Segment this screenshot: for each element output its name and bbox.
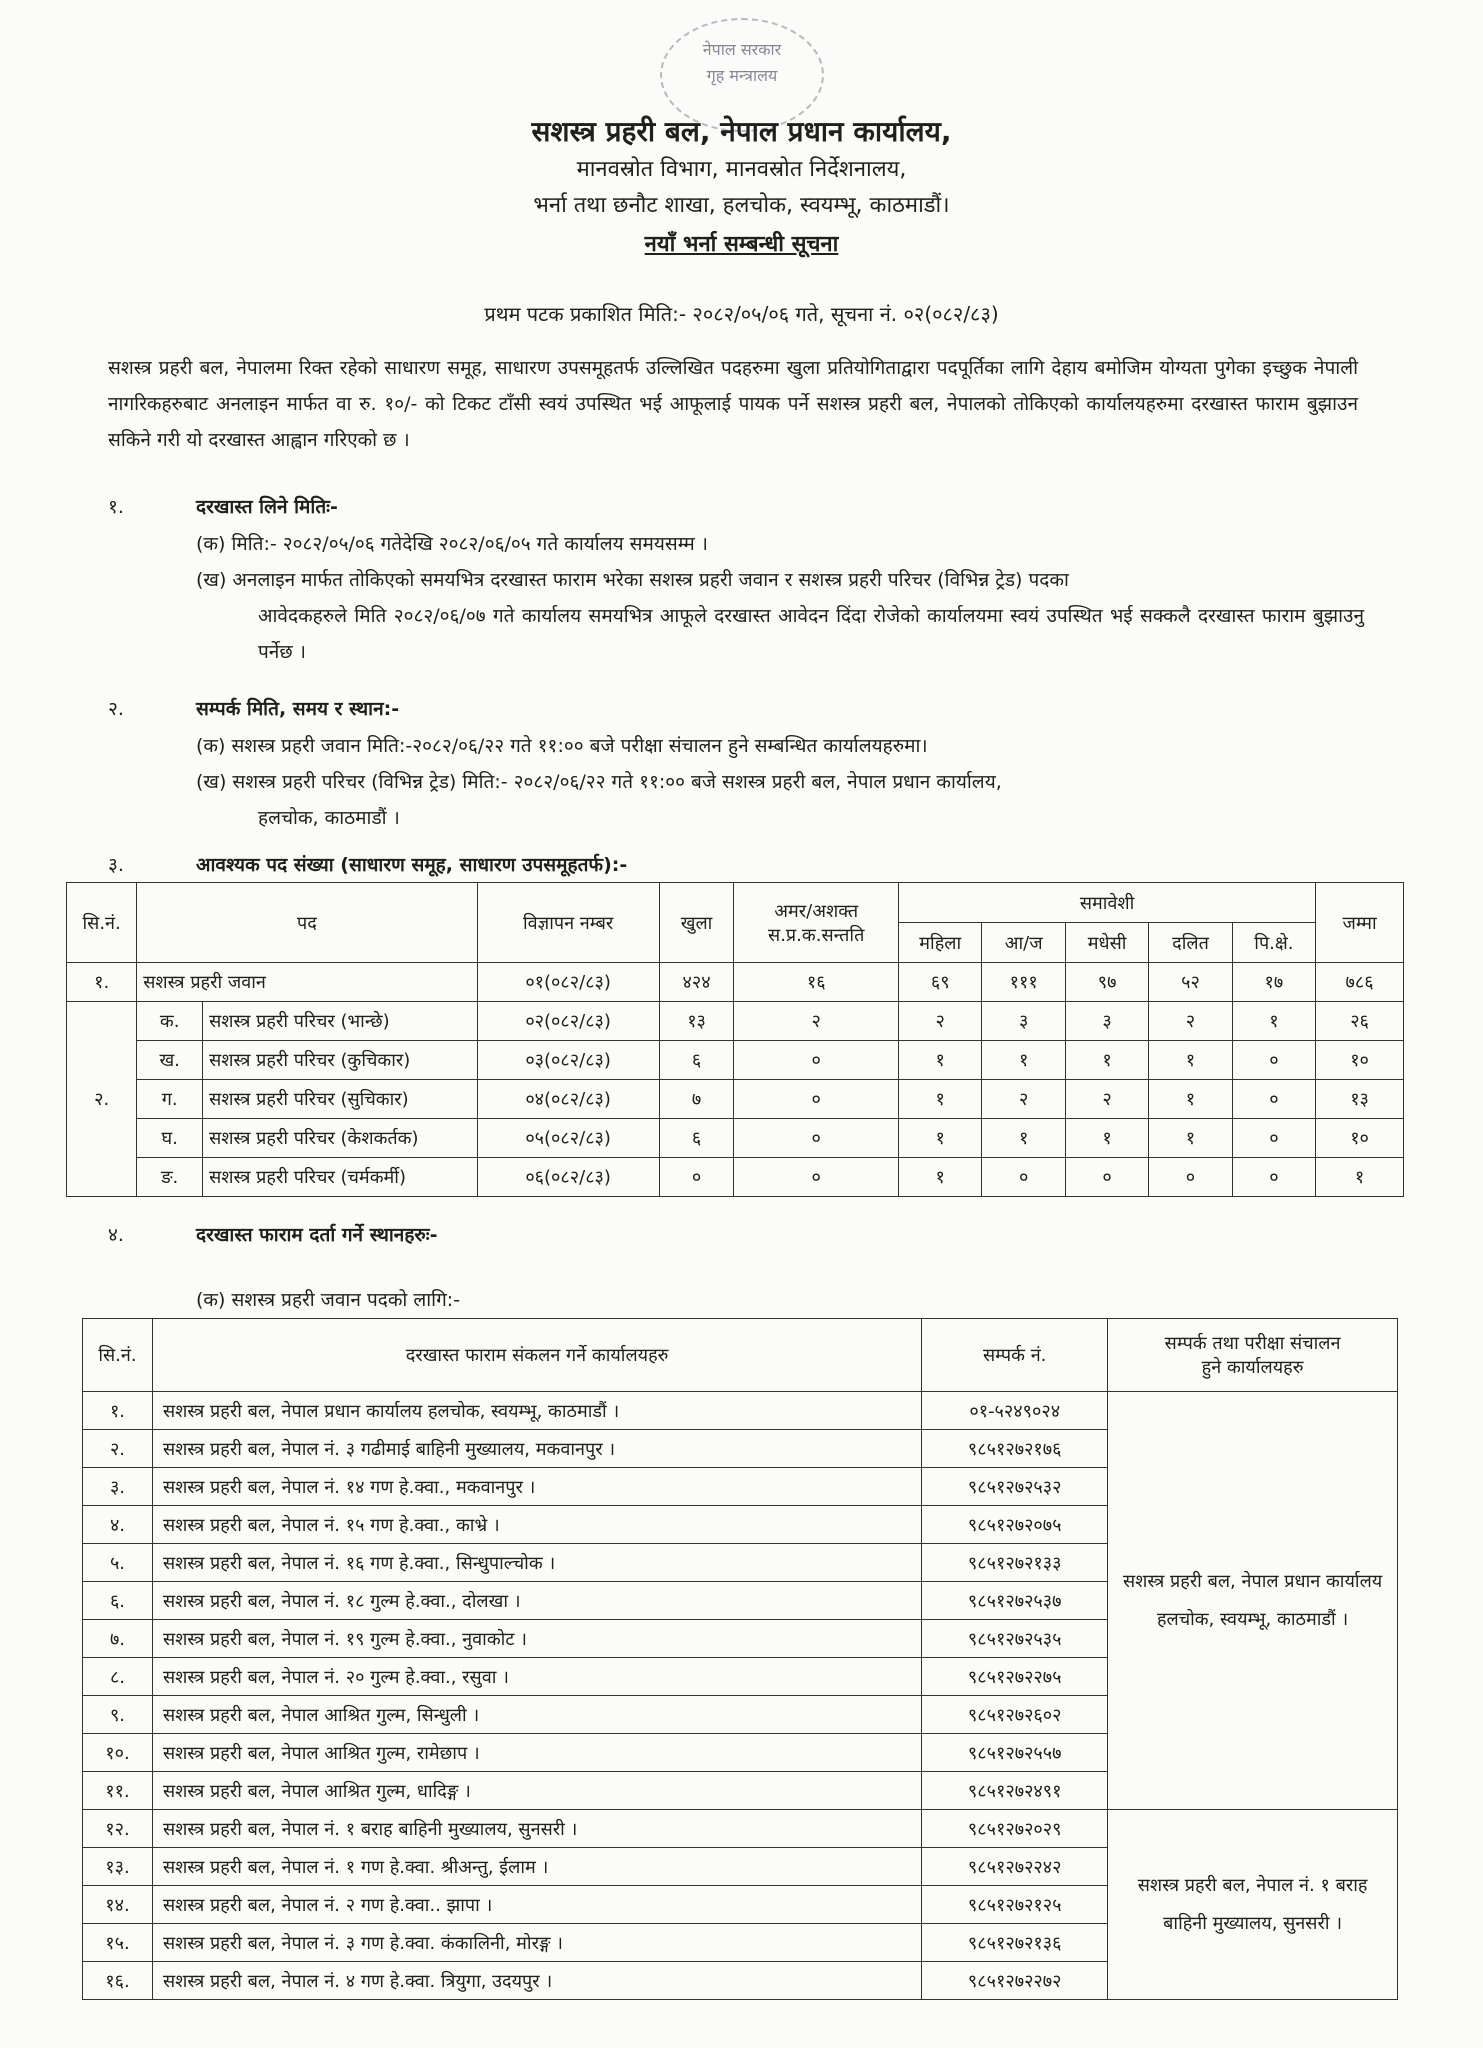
cell-madhesi: १ — [1065, 1041, 1148, 1080]
table-row — [83, 1810, 1398, 1848]
cell-open: ७ — [659, 1080, 734, 1119]
cell-dalit: १ — [1149, 1080, 1232, 1119]
header-sn: सि.नं. — [67, 883, 137, 963]
cell-women: ६९ — [899, 963, 982, 1002]
cell-aaja: १ — [982, 1041, 1065, 1080]
cell-pk: ० — [1232, 1080, 1315, 1119]
section-number: १. — [108, 496, 124, 518]
cell-sn: ३. — [83, 1468, 153, 1506]
cell-sn: २. — [83, 1430, 153, 1468]
intro-paragraph: सशस्त्र प्रहरी बल, नेपालमा रिक्त रहेको साधारण समूह, साधारण उपसमूहतर्फ उल्लिखित पदहरुमा खुला प्रतियोगिताद्वारा पदपूर्तिका लागि देहाय बमोजिम योग्यता पुगेका इच्छुक नेपाली नागरिकहरुबाट अनलाइन मार्फत वा रु. १०/- को टिकट टाँसी स्वयं उपस्थित भई आफूलाई पायक पर्ने सशस्त्र प्रहरी बल, नेपालको तोकिएको कार्यालयहरुमा दरखास्त फाराम बुझाउन सकिने गरी यो दरखास्त आह्वान गरिएको छ । — [108, 357, 1358, 451]
cell-madhesi: ९७ — [1065, 963, 1148, 1002]
cell-sn: १. — [67, 963, 137, 1002]
cell-office: सशस्त्र प्रहरी बल, नेपाल आश्रित गुल्म, रामेछाप । — [152, 1734, 921, 1772]
cell-ad: ०१(०८२/८३) — [477, 963, 659, 1002]
cell-sub-letter: घ. — [137, 1119, 203, 1158]
cell-post: सशस्त्र प्रहरी जवान — [137, 963, 477, 1002]
cell-office: सशस्त्र प्रहरी बल, नेपाल नं. ४ गण हे.क्वा. त्रियुगा, उदयपुर । — [152, 1962, 921, 2000]
table-row — [83, 1392, 1398, 1430]
cell-contact: ०१-५२४९०२४ — [922, 1392, 1108, 1430]
cell-sub-letter: ग. — [137, 1080, 203, 1119]
header-amar: अमर/अशक्त स.प्र.क.सन्तति — [734, 883, 899, 963]
cell-total: ७८६ — [1316, 963, 1404, 1002]
header-open: खुला — [659, 883, 734, 963]
section-2-item-a: (क) सशस्त्र प्रहरी जवान मिति:-२०८२/०६/२२ गते ११:०० बजे परीक्षा संचालन हुने सम्बन्धित कार्यालयहरुमा। — [196, 735, 928, 757]
cell-group-sn: २. — [67, 1002, 137, 1197]
section-1-item-a: (क) मिति:- २०८२/०५/०६ गतेदेखि २०८२/०६/०५ गते कार्यालय समयसम्म । — [196, 533, 708, 555]
cell-open: ६ — [659, 1119, 734, 1158]
cell-contact: ९८५१२७२५३२ — [922, 1468, 1108, 1506]
department-line: मानवस्रोत विभाग, मानवस्रोत निर्देशनालय, — [576, 157, 907, 182]
cell-sn: १०. — [83, 1734, 153, 1772]
cell-contact: ९८५१२७२४९१ — [922, 1772, 1108, 1810]
cell-contact: ९८५१२७२१३३ — [922, 1544, 1108, 1582]
cell-ad: ०६(०८२/८३) — [477, 1158, 659, 1197]
section-title: आवश्यक पद संख्या (साधारण समूह, साधारण उपसमूहतर्फ):- — [196, 854, 628, 876]
cell-sub-letter: ङ. — [137, 1158, 203, 1197]
section-number: ४. — [108, 1224, 124, 1246]
cell-exam-office: सशस्त्र प्रहरी बल, नेपाल नं. १ बराह बाहिनी मुख्यालय, सुनसरी । — [1108, 1810, 1398, 2000]
section-title: दरखास्त फाराम दर्ता गर्ने स्थानहरुः- — [196, 1224, 438, 1246]
section-1-item-b-first: (ख) अनलाइन मार्फत तोकिएको समयभित्र दरखास्त फाराम भरेका सशस्त्र प्रहरी जवान र सशस्त्र प्रहरी परिचर (विभिन्न ट्रेड) पदका — [196, 569, 1069, 591]
cell-post: सशस्त्र प्रहरी परिचर (चर्मकर्मी) — [203, 1158, 477, 1197]
cell-aaja: १११ — [982, 963, 1065, 1002]
cell-dalit: १ — [1149, 1119, 1232, 1158]
cell-amar: ० — [734, 1119, 899, 1158]
cell-total: १० — [1316, 1119, 1404, 1158]
posts-table — [66, 882, 1404, 1197]
cell-sn: १. — [83, 1392, 153, 1430]
section-number: २. — [108, 698, 124, 720]
cell-office: सशस्त्र प्रहरी बल, नेपाल आश्रित गुल्म, सिन्धुली । — [152, 1696, 921, 1734]
letterhead — [0, 112, 1483, 262]
cell-office: सशस्त्र प्रहरी बल, नेपाल नं. ३ गण हे.क्वा. कंकालिनी, मोरङ्ग । — [152, 1924, 921, 1962]
header-exam-office-line-1: सम्पर्क तथा परीक्षा संचालन — [1164, 1333, 1341, 1354]
seal-line-2: गृह मन्त्रालय — [706, 66, 778, 85]
cell-contact: ९८५१२७२१३६ — [922, 1924, 1108, 1962]
organization-title: सशस्त्र प्रहरी बल, नेपाल प्रधान कार्यालय, — [531, 115, 952, 148]
cell-open: ४२४ — [659, 963, 734, 1002]
cell-open: १३ — [659, 1002, 734, 1041]
cell-office: सशस्त्र प्रहरी बल, नेपाल नं. १६ गण हे.क्वा., सिन्धुपाल्चोक । — [152, 1544, 921, 1582]
branch-line: भर्ना तथा छनौट शाखा, हलचोक, स्वयम्भू, काठमाडौं। — [533, 193, 950, 218]
cell-total: १ — [1316, 1158, 1404, 1197]
cell-amar: २ — [734, 1002, 899, 1041]
header-dalit: दलित — [1149, 923, 1232, 963]
cell-office: सशस्त्र प्रहरी बल, नेपाल नं. १४ गण हे.क्वा., मकवानपुर । — [152, 1468, 921, 1506]
section-1-item-b-rest: आवेदकहरुले मिति २०८२/०६/०७ गते कार्यालय समयभित्र आफूले दरखास्त आवेदन दिंदा रोजेको कार्यालयमा स्वयं उपस्थित भई सक्कलै दरखास्त फाराम बुझाउनु पर्नेछ । — [258, 605, 1364, 663]
cell-amar: ० — [734, 1041, 899, 1080]
cell-total: २६ — [1316, 1002, 1404, 1041]
cell-sn: ७. — [83, 1620, 153, 1658]
cell-ad: ०४(०८२/८३) — [477, 1080, 659, 1119]
cell-amar: ० — [734, 1080, 899, 1119]
section-2-item-b-rest: हलचोक, काठमाडौं । — [258, 807, 400, 829]
cell-contact: ९८५१२७२१७६ — [922, 1430, 1108, 1468]
cell-sn: १२. — [83, 1810, 153, 1848]
cell-sn: १५. — [83, 1924, 153, 1962]
cell-women: १ — [899, 1119, 982, 1158]
cell-sn: १४. — [83, 1886, 153, 1924]
cell-women: १ — [899, 1158, 982, 1197]
table-row — [67, 1158, 1404, 1197]
cell-pk: १७ — [1232, 963, 1315, 1002]
cell-amar: १६ — [734, 963, 899, 1002]
cell-pk: ० — [1232, 1119, 1315, 1158]
cell-post: सशस्त्र प्रहरी परिचर (भान्छे) — [203, 1002, 477, 1041]
cell-office: सशस्त्र प्रहरी बल, नेपाल नं. ३ गढीमाई बाहिनी मुख्यालय, मकवानपुर । — [152, 1430, 921, 1468]
section-4-subheading: (क) सशस्त्र प्रहरी जवान पदको लागि:- — [196, 1289, 461, 1311]
cell-madhesi: २ — [1065, 1080, 1148, 1119]
table-row — [67, 1041, 1404, 1080]
header-women: महिला — [899, 923, 982, 963]
cell-women: २ — [899, 1002, 982, 1041]
cell-sub-letter: क. — [137, 1002, 203, 1041]
cell-sn: ४. — [83, 1506, 153, 1544]
header-exam-office-line-2: हुने कार्यालयहरु — [1201, 1357, 1304, 1378]
cell-madhesi: ३ — [1065, 1002, 1148, 1041]
cell-aaja: ३ — [982, 1002, 1065, 1041]
header-inclusive: समावेशी — [899, 883, 1316, 923]
cell-office: सशस्त्र प्रहरी बल, नेपाल आश्रित गुल्म, धादिङ्ग । — [152, 1772, 921, 1810]
cell-sn: १३. — [83, 1848, 153, 1886]
publication-line: प्रथम पटक प्रकाशित मिति:- २०८२/०५/०६ गते, सूचना नं. ०२(०८२/८३) — [484, 302, 999, 326]
cell-ad: ०२(०८२/८३) — [477, 1002, 659, 1041]
cell-sn: ६. — [83, 1582, 153, 1620]
cell-contact: ९८५१२७२१२५ — [922, 1886, 1108, 1924]
header-sn: सि.नं. — [83, 1319, 153, 1392]
cell-contact: ९८५१२७२५५७ — [922, 1734, 1108, 1772]
table-row — [67, 1119, 1404, 1158]
cell-amar: ० — [734, 1158, 899, 1197]
section-number: ३. — [108, 854, 124, 876]
cell-contact: ९८५१२७२२७२ — [922, 1962, 1108, 2000]
cell-sn: ११. — [83, 1772, 153, 1810]
cell-office: सशस्त्र प्रहरी बल, नेपाल नं. २ गण हे.क्वा.. झापा । — [152, 1886, 921, 1924]
cell-aaja: १ — [982, 1119, 1065, 1158]
table-row — [67, 1002, 1404, 1041]
header-madhesi: मधेसी — [1065, 923, 1148, 963]
cell-dalit: १ — [1149, 1041, 1232, 1080]
cell-sn: १६. — [83, 1962, 153, 2000]
cell-contact: ९८५१२७२०७५ — [922, 1506, 1108, 1544]
cell-ad: ०५(०८२/८३) — [477, 1119, 659, 1158]
section-2-item-b-first: (ख) सशस्त्र प्रहरी परिचर (विभिन्न ट्रेड) मिति:- २०८२/०६/२२ गते ११:०० बजे सशस्त्र प्रहरी बल, नेपाल प्रधान कार्यालय, — [196, 771, 1002, 793]
cell-dalit: २ — [1149, 1002, 1232, 1041]
header-exam-office — [1108, 1319, 1398, 1392]
cell-post: सशस्त्र प्रहरी परिचर (केशकर्तक) — [203, 1119, 477, 1158]
cell-open: ० — [659, 1158, 734, 1197]
cell-sn: ५. — [83, 1544, 153, 1582]
notice-title: नयाँ भर्ना सम्बन्धी सूचना — [644, 232, 839, 257]
header-pk: पि.क्षे. — [1232, 923, 1315, 963]
cell-post: सशस्त्र प्रहरी परिचर (कुचिकार) — [203, 1041, 477, 1080]
header-office: दरखास्त फाराम संकलन गर्ने कार्यालयहरु — [152, 1319, 921, 1392]
cell-dalit: ० — [1149, 1158, 1232, 1197]
cell-ad: ०३(०८२/८३) — [477, 1041, 659, 1080]
header-total: जम्मा — [1316, 883, 1404, 963]
cell-office: सशस्त्र प्रहरी बल, नेपाल नं. १ बराह बाहिनी मुख्यालय, सुनसरी । — [152, 1810, 921, 1848]
cell-office: सशस्त्र प्रहरी बल, नेपाल नं. १९ गुल्म हे.क्वा., नुवाकोट । — [152, 1620, 921, 1658]
cell-contact: ९८५१२७२५३५ — [922, 1620, 1108, 1658]
cell-madhesi: ० — [1065, 1158, 1148, 1197]
cell-post: सशस्त्र प्रहरी परिचर (सुचिकार) — [203, 1080, 477, 1119]
cell-dalit: ५२ — [1149, 963, 1232, 1002]
cell-madhesi: १ — [1065, 1119, 1148, 1158]
cell-contact: ९८५१२७२२४२ — [922, 1848, 1108, 1886]
cell-contact: ९८५१२७२२७५ — [922, 1658, 1108, 1696]
header-post: पद — [137, 883, 477, 963]
cell-office: सशस्त्र प्रहरी बल, नेपाल नं. २० गुल्म हे.क्वा., रसुवा । — [152, 1658, 921, 1696]
cell-open: ६ — [659, 1041, 734, 1080]
cell-pk: ० — [1232, 1158, 1315, 1197]
cell-office: सशस्त्र प्रहरी बल, नेपाल नं. १८ गुल्म हे.क्वा., दोलखा । — [152, 1582, 921, 1620]
cell-sn: ९. — [83, 1696, 153, 1734]
table-row — [67, 1080, 1404, 1119]
cell-women: १ — [899, 1080, 982, 1119]
header-ad-number: विज्ञापन नम्बर — [477, 883, 659, 963]
cell-contact: ९८५१२७२६०२ — [922, 1696, 1108, 1734]
cell-office: सशस्त्र प्रहरी बल, नेपाल प्रधान कार्यालय हलचोक, स्वयम्भू, काठमाडौं । — [152, 1392, 921, 1430]
cell-total: १३ — [1316, 1080, 1404, 1119]
section-title: दरखास्त लिने मितिः- — [196, 496, 338, 518]
seal-line-1: नेपाल सरकार — [702, 40, 782, 59]
cell-sub-letter: ख. — [137, 1041, 203, 1080]
offices-table — [82, 1318, 1398, 2000]
section-title: सम्पर्क मिति, समय र स्थान:- — [196, 698, 400, 720]
cell-contact: ९८५१२७२०२९ — [922, 1810, 1108, 1848]
cell-aaja: २ — [982, 1080, 1065, 1119]
cell-pk: १ — [1232, 1002, 1315, 1041]
cell-aaja: ० — [982, 1158, 1065, 1197]
header-contact: सम्पर्क नं. — [922, 1319, 1108, 1392]
cell-office: सशस्त्र प्रहरी बल, नेपाल नं. १५ गण हे.क्वा., काभ्रे । — [152, 1506, 921, 1544]
cell-pk: ० — [1232, 1041, 1315, 1080]
section-1-item-b — [196, 562, 1364, 670]
cell-sn: ८. — [83, 1658, 153, 1696]
cell-women: १ — [899, 1041, 982, 1080]
cell-exam-office: सशस्त्र प्रहरी बल, नेपाल प्रधान कार्यालय हलचोक, स्वयम्भू, काठमाडौं । — [1108, 1392, 1398, 1810]
section-2-item-b — [196, 764, 1364, 836]
cell-total: १० — [1316, 1041, 1404, 1080]
header-aaja: आ/ज — [982, 923, 1065, 963]
cell-office: सशस्त्र प्रहरी बल, नेपाल नं. १ गण हे.क्वा. श्रीअन्तु, ईलाम । — [152, 1848, 921, 1886]
cell-contact: ९८५१२७२५३७ — [922, 1582, 1108, 1620]
table-row — [67, 963, 1404, 1002]
